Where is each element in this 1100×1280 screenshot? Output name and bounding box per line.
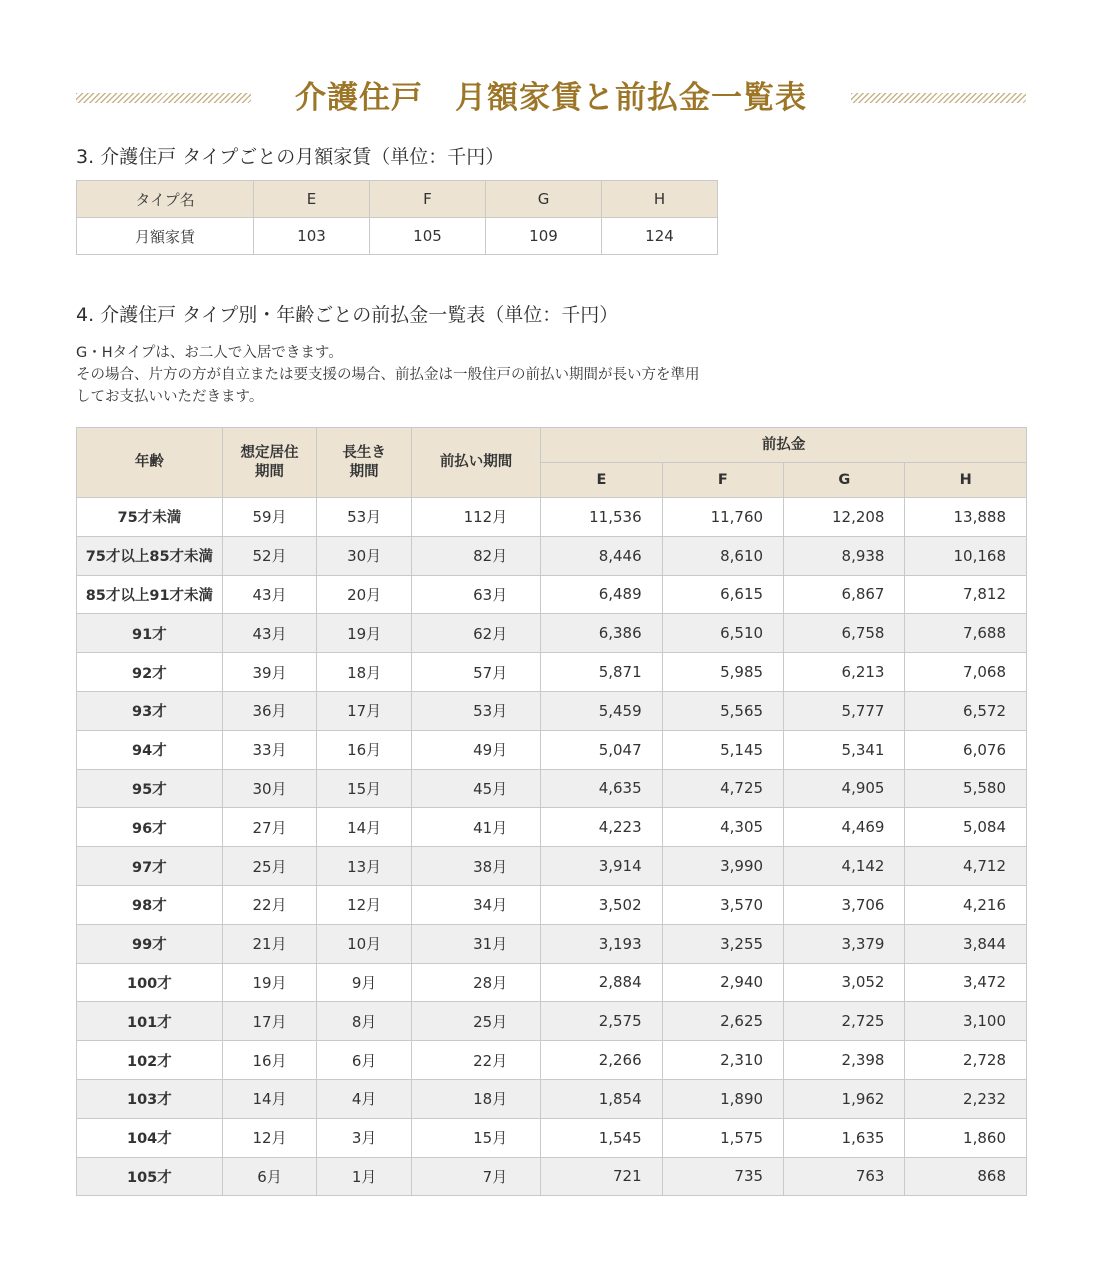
header-prepay-group: 前払金 — [541, 428, 1027, 463]
value-cell: 6月 — [317, 1041, 412, 1080]
table-row — [77, 1118, 1027, 1157]
value-cell: 4,905 — [784, 769, 905, 808]
age-cell: 91才 — [77, 614, 223, 653]
value-cell: 3,100 — [905, 1002, 1027, 1041]
value-cell: 21月 — [222, 924, 317, 963]
value-cell: 13月 — [317, 847, 412, 886]
value-cell: 6,213 — [784, 653, 905, 692]
value-cell: 82月 — [411, 536, 540, 575]
age-cell: 104才 — [77, 1118, 223, 1157]
note-line: G・Hタイプは、お二人で入居できます。 — [76, 345, 343, 361]
monthly-rent-table — [76, 180, 718, 255]
value-cell: 19月 — [222, 963, 317, 1002]
value-cell: 3,844 — [905, 924, 1027, 963]
value-cell: 6,386 — [541, 614, 662, 653]
value-cell: 49月 — [411, 730, 540, 769]
value-cell: 3,052 — [784, 963, 905, 1002]
value-cell: 63月 — [411, 575, 540, 614]
table-row — [77, 1157, 1027, 1196]
rent-header-cell: G — [486, 181, 602, 218]
value-cell: 4,725 — [662, 769, 783, 808]
value-cell: 39月 — [222, 653, 317, 692]
rent-cell: 103 — [254, 218, 370, 255]
rent-cell: 月額家賃 — [77, 218, 254, 255]
header-age: 年齢 — [77, 428, 223, 498]
rent-header-cell: E — [254, 181, 370, 218]
value-cell: 7,068 — [905, 653, 1027, 692]
value-cell: 4,223 — [541, 808, 662, 847]
value-cell: 31月 — [411, 924, 540, 963]
prepay-table-body — [77, 498, 1027, 1196]
value-cell: 8,938 — [784, 536, 905, 575]
age-cell: 85才以上91才未満 — [77, 575, 223, 614]
value-cell: 735 — [662, 1157, 783, 1196]
value-cell: 3,914 — [541, 847, 662, 886]
value-cell: 7,812 — [905, 575, 1027, 614]
value-cell: 10月 — [317, 924, 412, 963]
rent-cell: 124 — [602, 218, 718, 255]
value-cell: 28月 — [411, 963, 540, 1002]
table-row — [77, 963, 1027, 1002]
value-cell: 5,084 — [905, 808, 1027, 847]
value-cell: 1,962 — [784, 1079, 905, 1118]
value-cell: 4,469 — [784, 808, 905, 847]
section4-heading: 4. 介護住戸 タイプ別・年齢ごとの前払金一覧表（単位：千円） — [76, 304, 619, 326]
decorative-stripe-right — [851, 93, 1026, 103]
value-cell: 5,871 — [541, 653, 662, 692]
value-cell: 3,706 — [784, 885, 905, 924]
table-row — [77, 1041, 1027, 1080]
value-cell: 34月 — [411, 885, 540, 924]
prepayment-table — [76, 427, 1027, 1196]
value-cell: 30月 — [222, 769, 317, 808]
value-cell: 4,712 — [905, 847, 1027, 886]
value-cell: 8月 — [317, 1002, 412, 1041]
section4-note — [76, 342, 700, 408]
value-cell: 11,536 — [541, 498, 662, 537]
header-type: E — [541, 463, 662, 498]
header-type: G — [784, 463, 905, 498]
value-cell: 6,867 — [784, 575, 905, 614]
value-cell: 15月 — [317, 769, 412, 808]
value-cell: 13,888 — [905, 498, 1027, 537]
value-cell: 9月 — [317, 963, 412, 1002]
value-cell: 62月 — [411, 614, 540, 653]
rent-header-cell: F — [370, 181, 486, 218]
value-cell: 6,510 — [662, 614, 783, 653]
table-row — [77, 1002, 1027, 1041]
title-banner — [76, 76, 1026, 120]
value-cell: 59月 — [222, 498, 317, 537]
value-cell: 38月 — [411, 847, 540, 886]
value-cell: 2,940 — [662, 963, 783, 1002]
age-cell: 100才 — [77, 963, 223, 1002]
value-cell: 17月 — [222, 1002, 317, 1041]
value-cell: 2,575 — [541, 1002, 662, 1041]
value-cell: 53月 — [411, 691, 540, 730]
section3-heading: 3. 介護住戸 タイプごとの月額家賃（単位：千円） — [76, 146, 505, 168]
value-cell: 5,580 — [905, 769, 1027, 808]
age-cell: 98才 — [77, 885, 223, 924]
value-cell: 2,728 — [905, 1041, 1027, 1080]
value-cell: 22月 — [222, 885, 317, 924]
table-row — [77, 653, 1027, 692]
rent-header-row — [77, 181, 718, 218]
rent-cell: 109 — [486, 218, 602, 255]
value-cell: 2,232 — [905, 1079, 1027, 1118]
value-cell: 11,760 — [662, 498, 783, 537]
table-row — [77, 808, 1027, 847]
value-cell: 12,208 — [784, 498, 905, 537]
value-cell: 6月 — [222, 1157, 317, 1196]
value-cell: 721 — [541, 1157, 662, 1196]
value-cell: 6,758 — [784, 614, 905, 653]
value-cell: 41月 — [411, 808, 540, 847]
value-cell: 2,310 — [662, 1041, 783, 1080]
table-row — [77, 575, 1027, 614]
value-cell: 12月 — [222, 1118, 317, 1157]
header-prepay-period: 前払い期間 — [411, 428, 540, 498]
value-cell: 14月 — [222, 1079, 317, 1118]
value-cell: 1,575 — [662, 1118, 783, 1157]
value-cell: 17月 — [317, 691, 412, 730]
value-cell: 3,255 — [662, 924, 783, 963]
age-cell: 92才 — [77, 653, 223, 692]
table-row — [77, 769, 1027, 808]
value-cell: 6,076 — [905, 730, 1027, 769]
header-long-line2: 期間 — [349, 463, 379, 480]
value-cell: 57月 — [411, 653, 540, 692]
value-cell: 5,777 — [784, 691, 905, 730]
value-cell: 6,489 — [541, 575, 662, 614]
value-cell: 8,610 — [662, 536, 783, 575]
value-cell: 43月 — [222, 614, 317, 653]
note-line: その場合、片方の方が自立または要支援の場合、前払金は一般住戸の前払い期間が長い方を準用 — [76, 367, 700, 383]
age-cell: 103才 — [77, 1079, 223, 1118]
value-cell: 1,635 — [784, 1118, 905, 1157]
value-cell: 7,688 — [905, 614, 1027, 653]
value-cell: 5,145 — [662, 730, 783, 769]
value-cell: 112月 — [411, 498, 540, 537]
page-title: 介護住戸 月額家賃と前払金一覧表 — [295, 80, 807, 116]
value-cell: 5,985 — [662, 653, 783, 692]
value-cell: 22月 — [411, 1041, 540, 1080]
value-cell: 53月 — [317, 498, 412, 537]
value-cell: 2,266 — [541, 1041, 662, 1080]
value-cell: 4,305 — [662, 808, 783, 847]
value-cell: 2,625 — [662, 1002, 783, 1041]
table-row — [77, 536, 1027, 575]
value-cell: 25月 — [222, 847, 317, 886]
value-cell: 3,990 — [662, 847, 783, 886]
value-cell: 3,570 — [662, 885, 783, 924]
value-cell: 868 — [905, 1157, 1027, 1196]
value-cell: 5,565 — [662, 691, 783, 730]
value-cell: 4,216 — [905, 885, 1027, 924]
value-cell: 5,047 — [541, 730, 662, 769]
value-cell: 5,341 — [784, 730, 905, 769]
header-longevity-period — [317, 428, 412, 498]
table-row — [77, 691, 1027, 730]
table-row — [77, 730, 1027, 769]
value-cell: 5,459 — [541, 691, 662, 730]
value-cell: 20月 — [317, 575, 412, 614]
value-cell: 6,615 — [662, 575, 783, 614]
header-assumed-line1: 想定居住 — [240, 444, 299, 461]
age-cell: 95才 — [77, 769, 223, 808]
value-cell: 25月 — [411, 1002, 540, 1041]
age-cell: 75才以上85才未満 — [77, 536, 223, 575]
value-cell: 1,890 — [662, 1079, 783, 1118]
table-row — [77, 924, 1027, 963]
value-cell: 33月 — [222, 730, 317, 769]
value-cell: 3,502 — [541, 885, 662, 924]
age-cell: 101才 — [77, 1002, 223, 1041]
value-cell: 1,860 — [905, 1118, 1027, 1157]
value-cell: 6,572 — [905, 691, 1027, 730]
table-row — [77, 885, 1027, 924]
value-cell: 52月 — [222, 536, 317, 575]
rent-row — [77, 218, 718, 255]
value-cell: 45月 — [411, 769, 540, 808]
value-cell: 27月 — [222, 808, 317, 847]
value-cell: 4月 — [317, 1079, 412, 1118]
value-cell: 7月 — [411, 1157, 540, 1196]
age-cell: 96才 — [77, 808, 223, 847]
table-row — [77, 498, 1027, 537]
header-type: H — [905, 463, 1027, 498]
age-cell: 93才 — [77, 691, 223, 730]
value-cell: 1,854 — [541, 1079, 662, 1118]
value-cell: 16月 — [317, 730, 412, 769]
value-cell: 4,635 — [541, 769, 662, 808]
rent-header-cell: H — [602, 181, 718, 218]
table-row — [77, 847, 1027, 886]
value-cell: 763 — [784, 1157, 905, 1196]
age-cell: 94才 — [77, 730, 223, 769]
value-cell: 8,446 — [541, 536, 662, 575]
prepay-header-row — [77, 428, 1027, 463]
age-cell: 75才未満 — [77, 498, 223, 537]
value-cell: 43月 — [222, 575, 317, 614]
value-cell: 2,398 — [784, 1041, 905, 1080]
value-cell: 18月 — [317, 653, 412, 692]
value-cell: 10,168 — [905, 536, 1027, 575]
age-cell: 105才 — [77, 1157, 223, 1196]
table-row — [77, 1079, 1027, 1118]
rent-header-cell: タイプ名 — [77, 181, 254, 218]
value-cell: 18月 — [411, 1079, 540, 1118]
age-cell: 97才 — [77, 847, 223, 886]
value-cell: 2,884 — [541, 963, 662, 1002]
value-cell: 12月 — [317, 885, 412, 924]
value-cell: 3,472 — [905, 963, 1027, 1002]
header-long-line1: 長生き — [342, 444, 386, 461]
value-cell: 19月 — [317, 614, 412, 653]
value-cell: 2,725 — [784, 1002, 905, 1041]
value-cell: 36月 — [222, 691, 317, 730]
value-cell: 15月 — [411, 1118, 540, 1157]
value-cell: 3,379 — [784, 924, 905, 963]
note-line: してお支払いいただきます。 — [76, 389, 264, 405]
value-cell: 1,545 — [541, 1118, 662, 1157]
value-cell: 3,193 — [541, 924, 662, 963]
value-cell: 30月 — [317, 536, 412, 575]
header-assumed-line2: 期間 — [255, 463, 285, 480]
value-cell: 4,142 — [784, 847, 905, 886]
age-cell: 99才 — [77, 924, 223, 963]
value-cell: 3月 — [317, 1118, 412, 1157]
value-cell: 1月 — [317, 1157, 412, 1196]
age-cell: 102才 — [77, 1041, 223, 1080]
rent-cell: 105 — [370, 218, 486, 255]
value-cell: 14月 — [317, 808, 412, 847]
header-assumed-period — [222, 428, 317, 498]
table-row — [77, 614, 1027, 653]
header-type: F — [662, 463, 783, 498]
value-cell: 16月 — [222, 1041, 317, 1080]
